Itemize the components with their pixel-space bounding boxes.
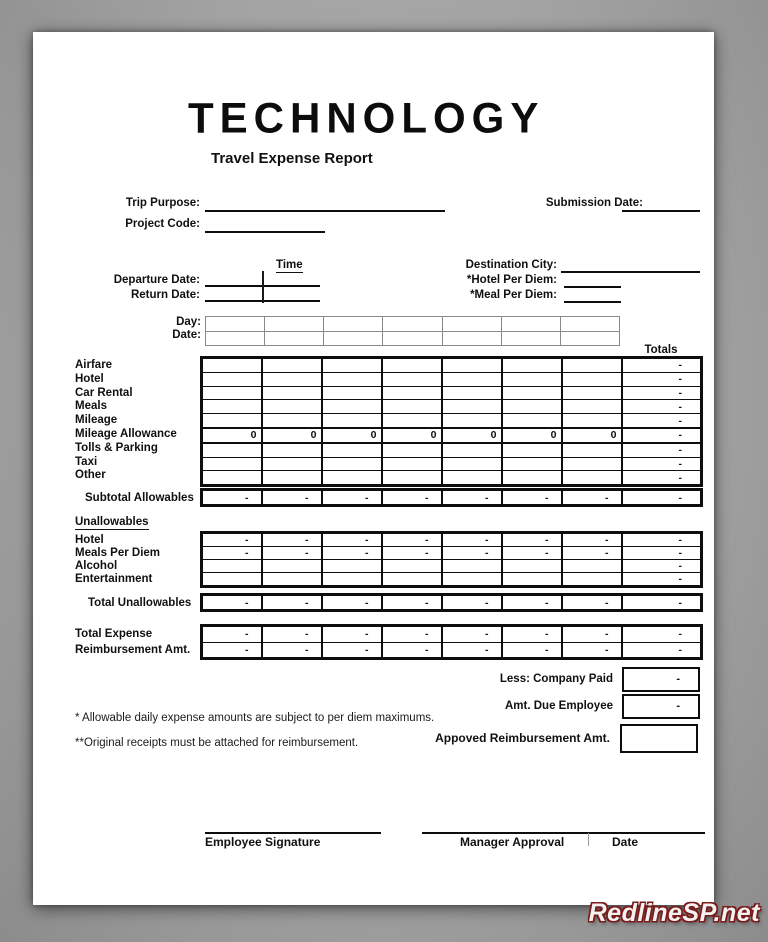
day-amount-cell[interactable]: -: [322, 626, 382, 643]
day-amount-cell[interactable]: 0: [442, 428, 502, 443]
day-amount-cell[interactable]: [442, 358, 502, 373]
trip-purpose-label: Trip Purpose:: [125, 197, 200, 209]
day-amount-cell[interactable]: 0: [202, 428, 262, 443]
day-amount-cell[interactable]: -: [382, 642, 442, 659]
day-cell[interactable]: [265, 317, 324, 332]
day-amount-cell[interactable]: [382, 471, 442, 486]
expense-row: [202, 372, 702, 386]
day-amount-cell[interactable]: [562, 400, 622, 414]
row-label: Mileage: [75, 414, 118, 427]
expense-row: [202, 560, 702, 573]
day-amount-cell[interactable]: -: [202, 533, 262, 547]
day-amount-cell[interactable]: [382, 358, 442, 373]
day-amount-cell[interactable]: [322, 560, 382, 573]
return-date-label: Return Date:: [130, 289, 200, 301]
document-page: [33, 32, 714, 905]
day-cell-row: [206, 317, 620, 332]
day-amount-cell[interactable]: [322, 414, 382, 428]
day-amount-cell[interactable]: [202, 386, 262, 400]
day-amount-cell[interactable]: [262, 443, 322, 457]
day-amount-cell[interactable]: [262, 573, 322, 587]
day-amount-cell[interactable]: -: [202, 595, 262, 611]
total-amount-cell[interactable]: -: [622, 358, 702, 373]
day-amount-cell[interactable]: [442, 471, 502, 486]
day-amount-cell[interactable]: [502, 471, 562, 486]
day-amount-cell[interactable]: [442, 400, 502, 414]
day-amount-cell[interactable]: [202, 400, 262, 414]
expense-row: [202, 533, 702, 547]
page-title: Travel Expense Report: [211, 150, 373, 167]
day-amount-cell[interactable]: [322, 372, 382, 386]
row-label: Entertainment: [75, 573, 153, 585]
expense-row: [202, 626, 702, 643]
day-amount-cell[interactable]: [502, 457, 562, 471]
expense-row: [202, 471, 702, 486]
total-amount-cell[interactable]: -: [622, 443, 702, 457]
total-amount-cell[interactable]: -: [622, 642, 702, 659]
day-amount-cell[interactable]: [502, 400, 562, 414]
unallowables-table: [200, 531, 703, 588]
day-amount-cell[interactable]: [502, 573, 562, 587]
meal-per-diem-label: *Meal Per Diem:: [470, 289, 557, 301]
day-amount-cell[interactable]: [262, 560, 322, 573]
day-amount-cell[interactable]: [382, 400, 442, 414]
total-amount-cell[interactable]: -: [622, 626, 702, 643]
expense-row: [202, 386, 702, 400]
date-cell[interactable]: [442, 331, 501, 346]
day-amount-cell[interactable]: -: [322, 533, 382, 547]
day-amount-cell[interactable]: [562, 457, 622, 471]
row-label: Hotel: [75, 372, 104, 385]
day-amount-cell[interactable]: [262, 400, 322, 414]
day-amount-cell[interactable]: 0: [322, 428, 382, 443]
day-amount-cell[interactable]: [502, 443, 562, 457]
expense-row: [202, 547, 702, 560]
date-label: Date:: [172, 329, 201, 341]
day-cell[interactable]: [324, 317, 383, 332]
total-amount-cell[interactable]: -: [622, 533, 702, 547]
day-cell[interactable]: [560, 317, 619, 332]
day-amount-cell[interactable]: [562, 471, 622, 486]
day-amount-cell[interactable]: [562, 560, 622, 573]
subtotal-allowables-label: Subtotal Allowables: [85, 492, 194, 504]
footnote-per-diem: * Allowable daily expense amounts are subject to per diem maximums.: [75, 712, 435, 724]
employee-signature-label: Employee Signature: [205, 835, 321, 849]
project-code-label: Project Code:: [125, 218, 200, 230]
row-label: Hotel: [75, 534, 104, 546]
day-amount-cell[interactable]: -: [442, 626, 502, 643]
watermark: RedlineSP.net: [588, 899, 760, 927]
unallowables-heading: Unallowables: [75, 516, 149, 528]
day-amount-cell[interactable]: [382, 414, 442, 428]
date-cell[interactable]: [560, 331, 619, 346]
day-amount-cell[interactable]: [502, 372, 562, 386]
day-amount-cell[interactable]: [442, 386, 502, 400]
summary-table: [200, 624, 703, 660]
day-amount-cell[interactable]: [202, 573, 262, 587]
day-amount-cell[interactable]: [442, 414, 502, 428]
day-amount-cell[interactable]: [442, 560, 502, 573]
expense-row: [202, 595, 702, 611]
day-amount-cell[interactable]: -: [322, 490, 382, 506]
approved-reimbursement-label: Appoved Reimbursement Amt.: [435, 731, 610, 745]
row-label: Meals: [75, 400, 107, 413]
date-cell[interactable]: [501, 331, 560, 346]
day-amount-cell[interactable]: -: [562, 626, 622, 643]
day-amount-cell[interactable]: -: [562, 533, 622, 547]
total-unallowables-table: [200, 593, 703, 612]
total-amount-cell[interactable]: -: [622, 595, 702, 611]
day-amount-cell[interactable]: [382, 372, 442, 386]
day-amount-cell[interactable]: [382, 560, 442, 573]
day-amount-cell[interactable]: [322, 573, 382, 587]
day-amount-cell[interactable]: -: [202, 642, 262, 659]
day-cell[interactable]: [501, 317, 560, 332]
day-amount-cell[interactable]: [502, 414, 562, 428]
day-amount-cell[interactable]: [322, 471, 382, 486]
day-amount-cell[interactable]: [262, 386, 322, 400]
total-amount-cell[interactable]: -: [622, 490, 702, 506]
day-amount-cell[interactable]: 0: [562, 428, 622, 443]
total-amount-cell[interactable]: -: [622, 457, 702, 471]
total-amount-cell[interactable]: -: [622, 400, 702, 414]
hotel-per-diem-field[interactable]: [564, 285, 621, 288]
day-amount-cell[interactable]: [322, 386, 382, 400]
total-amount-cell[interactable]: -: [622, 428, 702, 443]
day-amount-cell[interactable]: -: [322, 595, 382, 611]
totals-header: Totals: [644, 344, 678, 356]
day-amount-cell[interactable]: [562, 414, 622, 428]
day-amount-cell[interactable]: -: [442, 490, 502, 506]
day-amount-cell[interactable]: -: [562, 642, 622, 659]
day-amount-cell[interactable]: -: [442, 547, 502, 560]
total-unallowables-label: Total Unallowables: [88, 597, 192, 609]
row-label: Tolls & Parking: [75, 441, 158, 454]
day-amount-cell[interactable]: [562, 573, 622, 587]
day-amount-cell[interactable]: [502, 560, 562, 573]
day-amount-cell[interactable]: [562, 372, 622, 386]
day-amount-cell[interactable]: -: [262, 490, 322, 506]
day-amount-cell[interactable]: [262, 372, 322, 386]
destination-city-field[interactable]: [561, 270, 700, 273]
day-amount-cell[interactable]: [262, 358, 322, 373]
day-amount-cell[interactable]: -: [322, 642, 382, 659]
total-amount-cell[interactable]: -: [622, 372, 702, 386]
day-amount-cell[interactable]: -: [382, 490, 442, 506]
day-amount-cell[interactable]: [202, 560, 262, 573]
day-amount-cell[interactable]: [322, 400, 382, 414]
day-amount-cell[interactable]: -: [502, 626, 562, 643]
total-amount-cell[interactable]: -: [622, 573, 702, 587]
day-amount-cell[interactable]: -: [262, 642, 322, 659]
total-amount-cell[interactable]: -: [622, 547, 702, 560]
day-amount-cell[interactable]: [382, 386, 442, 400]
company-logo: TECHNOLOGY: [188, 93, 545, 142]
unallowables-row-labels: [75, 534, 160, 586]
day-amount-cell[interactable]: -: [382, 595, 442, 611]
approved-reimbursement-cell[interactable]: [620, 724, 698, 753]
day-amount-cell[interactable]: [562, 358, 622, 373]
signature-divider: [588, 833, 589, 846]
day-label: Day:: [176, 316, 201, 328]
day-amount-cell[interactable]: [202, 457, 262, 471]
allowables-table: [200, 356, 703, 487]
day-amount-cell[interactable]: -: [502, 595, 562, 611]
manager-approval-label: Manager Approval: [460, 835, 565, 849]
day-amount-cell[interactable]: -: [502, 547, 562, 560]
day-amount-cell[interactable]: [262, 457, 322, 471]
total-amount-cell[interactable]: -: [622, 560, 702, 573]
date-cell[interactable]: [383, 331, 442, 346]
day-amount-cell[interactable]: [442, 457, 502, 471]
day-amount-cell[interactable]: 0: [262, 428, 322, 443]
day-amount-cell[interactable]: [322, 457, 382, 471]
allowables-row-labels: [75, 359, 177, 483]
date-cell[interactable]: [265, 331, 324, 346]
day-amount-cell[interactable]: [322, 443, 382, 457]
day-amount-cell[interactable]: -: [262, 547, 322, 560]
date-cell-row: [206, 331, 620, 346]
expense-row: [202, 400, 702, 414]
time-column-divider: [262, 271, 264, 303]
summary-row-labels: [75, 627, 190, 658]
destination-city-label: Destination City:: [465, 259, 557, 271]
day-amount-cell[interactable]: [202, 372, 262, 386]
subtotal-allowables-table: [200, 488, 703, 507]
row-label: Other: [75, 469, 106, 482]
day-amount-cell[interactable]: -: [322, 547, 382, 560]
day-amount-cell[interactable]: -: [442, 642, 502, 659]
day-cell[interactable]: [206, 317, 265, 332]
date-signature-label: Date: [612, 835, 639, 849]
day-cell[interactable]: [383, 317, 442, 332]
day-amount-cell[interactable]: [502, 358, 562, 373]
row-label: Meals Per Diem: [75, 547, 161, 559]
day-amount-cell[interactable]: -: [202, 626, 262, 643]
project-code-field[interactable]: [205, 230, 325, 233]
total-amount-cell[interactable]: -: [622, 414, 702, 428]
day-amount-cell[interactable]: [442, 443, 502, 457]
row-label: Alcohol: [75, 560, 118, 572]
day-amount-cell[interactable]: -: [502, 490, 562, 506]
day-amount-cell[interactable]: -: [502, 533, 562, 547]
row-label: Airfare: [75, 359, 113, 371]
day-amount-cell[interactable]: 0: [502, 428, 562, 443]
departure-date-label: Departure Date:: [113, 274, 200, 286]
amt-due-employee-label: Amt. Due Employee: [505, 700, 613, 712]
day-amount-cell[interactable]: [202, 471, 262, 486]
expense-row: [202, 358, 702, 373]
day-amount-cell[interactable]: -: [562, 595, 622, 611]
day-amount-cell[interactable]: [202, 414, 262, 428]
submission-date-field[interactable]: [622, 209, 700, 212]
day-amount-cell[interactable]: -: [202, 547, 262, 560]
day-amount-cell[interactable]: [262, 471, 322, 486]
day-amount-cell[interactable]: [262, 414, 322, 428]
expense-row: [202, 428, 702, 443]
row-label: Car Rental: [75, 386, 133, 399]
less-company-paid-label: Less: Company Paid: [499, 673, 613, 685]
day-amount-cell[interactable]: -: [442, 533, 502, 547]
day-amount-cell[interactable]: 0: [382, 428, 442, 443]
expense-row: [202, 573, 702, 587]
day-amount-cell[interactable]: -: [382, 626, 442, 643]
expense-row: [202, 414, 702, 428]
day-amount-cell[interactable]: [382, 573, 442, 587]
amt-due-employee-cell[interactable]: -: [622, 694, 700, 719]
day-amount-cell[interactable]: -: [502, 642, 562, 659]
trip-purpose-field[interactable]: [205, 209, 445, 212]
date-cell[interactable]: [206, 331, 265, 346]
hotel-per-diem-label: *Hotel Per Diem:: [466, 274, 557, 286]
row-label: Total Expense: [75, 628, 153, 640]
footnote-receipts: **Original receipts must be attached for reimbursement.: [75, 737, 359, 749]
day-cell[interactable]: [442, 317, 501, 332]
day-amount-cell[interactable]: -: [562, 490, 622, 506]
day-amount-cell[interactable]: [202, 443, 262, 457]
day-amount-cell[interactable]: [562, 443, 622, 457]
day-amount-cell[interactable]: -: [262, 533, 322, 547]
day-amount-cell[interactable]: -: [562, 547, 622, 560]
expense-row: [202, 490, 702, 506]
less-company-paid-cell[interactable]: -: [622, 667, 700, 692]
day-amount-cell[interactable]: [382, 457, 442, 471]
row-label: Reimbursement Amt.: [75, 643, 191, 656]
day-amount-cell[interactable]: -: [382, 547, 442, 560]
meal-per-diem-field[interactable]: [564, 300, 621, 303]
day-amount-cell[interactable]: [382, 443, 442, 457]
day-amount-cell[interactable]: [442, 573, 502, 587]
day-amount-cell[interactable]: -: [382, 533, 442, 547]
submission-date-label: Submission Date:: [545, 197, 643, 209]
date-cell[interactable]: [324, 331, 383, 346]
expense-row: [202, 443, 702, 457]
day-amount-cell[interactable]: [562, 386, 622, 400]
day-date-grid: [205, 316, 620, 346]
day-amount-cell[interactable]: [502, 386, 562, 400]
row-label: Mileage Allowance: [75, 427, 177, 440]
expense-row: [202, 457, 702, 471]
day-amount-cell[interactable]: -: [442, 595, 502, 611]
day-amount-cell[interactable]: -: [262, 626, 322, 643]
time-header: Time: [276, 259, 303, 271]
day-amount-cell[interactable]: [322, 358, 382, 373]
total-amount-cell[interactable]: -: [622, 386, 702, 400]
row-label: Taxi: [75, 455, 98, 468]
day-amount-cell[interactable]: [442, 372, 502, 386]
day-amount-cell[interactable]: -: [262, 595, 322, 611]
day-amount-cell[interactable]: -: [202, 490, 262, 506]
day-amount-cell[interactable]: [202, 358, 262, 373]
total-amount-cell[interactable]: -: [622, 471, 702, 486]
expense-row: [202, 642, 702, 659]
